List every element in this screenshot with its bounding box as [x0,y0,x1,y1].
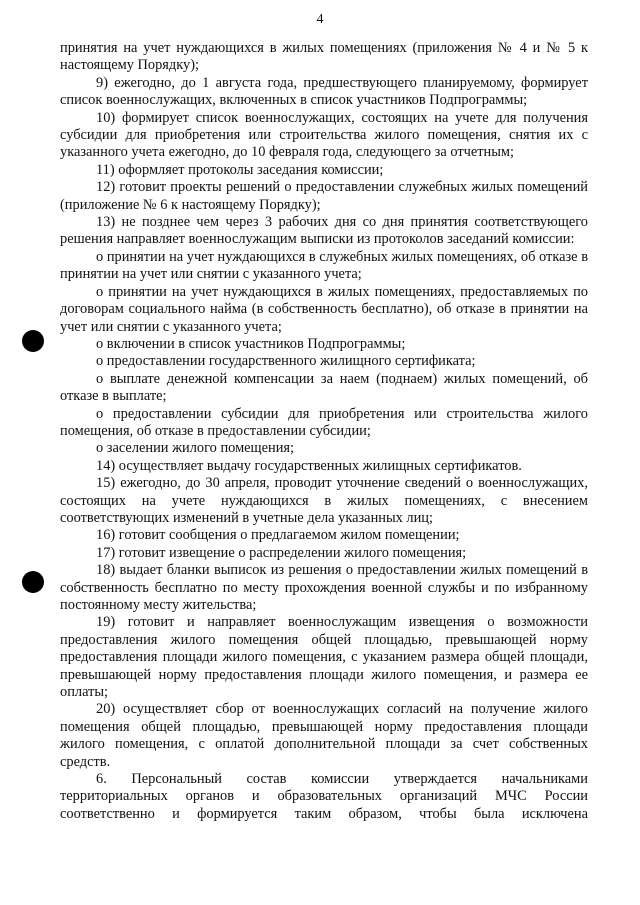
paragraph: 15) ежегодно, до 30 апреля, проводит уточнение сведений о военнослужащих, состоящих на учете нуждающихся в жилых помещениях, с внесением соответствующих изменений в учетные дела указанных лиц; [60,475,588,526]
paragraph: о принятии на учет нуждающихся в служебных жилых помещениях, об отказе в принятии на учет или снятии с указанного учета; [60,248,588,283]
paragraph: о включении в список участников Подпрограммы; [96,335,406,352]
paragraph: о принятии на учет нуждающихся в жилых помещениях, предоставляемых по договорам социального найма (в собственность бесплатно), об отказе в принятии на учет или снятии с указанного учета; [60,283,588,335]
document-body [60,40,588,823]
paragraph: о предоставлении субсидии для приобретения или строительства жилого помещения, об отказе в предоставлении субсидии; [60,405,588,439]
paragraph: 12) готовит проекты решений о предоставлении служебных жилых помещений (приложение № 6 к настоящему Порядку); [60,179,588,213]
paragraph: 18) выдает бланки выписок из решения о предоставлении жилых помещений в собственность бесплатно по месту прохождения военной службы и по избранному постоянному месту жительства; [60,562,588,613]
paragraph: 13) не позднее чем через 3 рабочих дня со дня принятия соответствующего решения направляет военнослужащим выписки из протоколов заседаний комиссии: [60,214,588,248]
paragraph: 20) осуществляет сбор от военнослужащих согласий на получение жилого помещения общей площадью, превышающей норму предоставления площади жилого помещения, с оплатой дополнительной площади за счет собственных средств. [60,701,588,770]
paragraph: 11) оформляет протоколы заседания комиссии; [96,161,384,178]
paragraph: о предоставлении государственного жилищного сертификата; [96,353,476,370]
paragraph: о заселении жилого помещения; [96,440,295,457]
paragraph: 9) ежегодно, до 1 августа года, предшествующего планируемому, формирует список военнослужащих, включенных в список участников Подпрограммы; [60,74,588,109]
paragraph: принятия на учет нуждающихся в жилых помещениях (приложения № 4 и № 5 к настоящему Порядку); [60,40,588,74]
paragraph: 6. Персональный состав комиссии утверждается начальниками территориальных органов и образовательных организаций МЧС России соответственно и формируется таким образом, чтобы была исключена [60,771,588,822]
page-number: 4 [316,12,324,27]
paragraph: 16) готовит сообщения о предлагаемом жилом помещении; [96,527,460,544]
paragraph: 14) осуществляет выдачу государственных жилищных сертификатов. [96,457,522,474]
binder-hole-mark [22,330,44,352]
paragraph: 17) готовит извещение о распределении жилого помещения; [96,544,467,561]
binder-hole-mark [22,571,44,593]
paragraph: о выплате денежной компенсации за наем (поднаем) жилых помещений, об отказе в выплате; [60,370,588,405]
paragraph: 10) формирует список военнослужащих, состоящих на учете для получения субсидии для приобретения или строительства жилого помещения, снятия их с указанного учета ежегодно, до 10 февраля года, следующего за отчетным; [60,109,588,161]
paragraph: 19) готовит и направляет военнослужащим извещения о возможности предоставления жилого помещения общей площадью, превышающей норму предоставления площади жилого помещения, с указанием размера общей площади, превышающей норму предоставления площади жилого помещения, и размера ее оплаты; [60,614,588,701]
